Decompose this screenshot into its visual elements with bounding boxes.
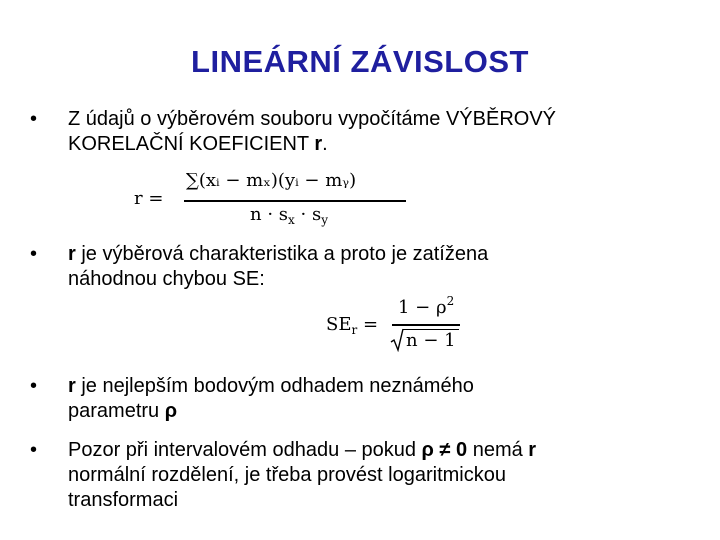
bullet-3-r-symbol: r: [68, 375, 76, 397]
bullet-3-line-2: [68, 399, 690, 424]
bullet-4-rho-condition: ρ ≠ 0: [421, 439, 468, 461]
bullet-3: [30, 374, 690, 424]
bullet-2-line-2: náhodnou chybou SE:: [68, 268, 265, 290]
formula-r-numerator: ∑(xᵢ − mₓ)(yᵢ − mᵧ): [186, 170, 357, 191]
formula-r-lhs: r =: [134, 188, 164, 209]
formula-se-lhs: [326, 314, 378, 337]
bullet-1-r-symbol: r: [314, 133, 323, 155]
square-root-icon: [390, 328, 404, 352]
bullet-symbol: •: [30, 243, 38, 265]
formula-se-denominator: n − 1: [406, 330, 456, 351]
bullet-4: [30, 438, 690, 513]
se-label: SE: [326, 314, 352, 335]
bullet-symbol: •: [30, 439, 38, 461]
bullet-4-line-1-text: Pozor při intervalovém odhadu – pokud: [68, 439, 422, 461]
denominator-dot-s: · s: [294, 204, 322, 225]
formula-r-denominator: [250, 204, 328, 227]
denominator-sub-y: y: [321, 213, 328, 227]
bullet-4-line-2: normální rozdělení, je třeba provést logaritmickou: [68, 464, 506, 486]
se-equals: =: [357, 314, 379, 335]
bullet-1: [30, 107, 690, 157]
se-sub-r: r: [351, 323, 358, 337]
denominator-sub-x: x: [288, 213, 295, 227]
formula-r-fraction-bar: [184, 200, 406, 202]
bullet-1-line-2-text: KORELAČNÍ KOEFICIENT: [68, 133, 315, 155]
bullet-1-period: .: [322, 133, 328, 155]
bullet-4-line-3: transformaci: [68, 489, 179, 511]
bullet-3-rho-symbol: ρ: [164, 400, 178, 422]
bullet-1-line-2: [68, 132, 690, 157]
denominator-n-s: n · s: [250, 204, 288, 225]
bullet-2-r-symbol: r: [68, 243, 76, 265]
se-numerator-exponent: 2: [446, 294, 455, 308]
formula-se-numerator: [398, 294, 454, 318]
bullet-symbol: •: [30, 375, 38, 397]
standard-error-formula: [326, 294, 476, 356]
bullet-3-line-2-text: parametru: [68, 400, 165, 422]
bullet-2-line-1: [68, 242, 690, 267]
bullet-2: [30, 242, 690, 292]
bullet-3-line-1-text: je nejlepším bodovým odhadem neznámého: [75, 375, 474, 397]
slide-title: LINEÁRNÍ ZÁVISLOST: [191, 44, 529, 79]
bullet-4-line-1: [68, 438, 690, 463]
bullet-1-line-1: Z údajů o výběrovém souboru vypočítáme VÝBĚROVÝ: [68, 108, 557, 130]
formula-se-fraction-bar: [392, 324, 460, 326]
correlation-formula: [134, 170, 424, 230]
bullet-symbol: •: [30, 108, 38, 130]
bullet-2-line-1-text: je výběrová charakteristika a proto je zatížena: [75, 243, 489, 265]
se-numerator-text: 1 − ρ: [398, 297, 447, 318]
bullet-3-line-1: [68, 374, 690, 399]
bullet-4-line-1-mid: nemá: [467, 439, 529, 461]
bullet-4-r-symbol: r: [528, 439, 537, 461]
